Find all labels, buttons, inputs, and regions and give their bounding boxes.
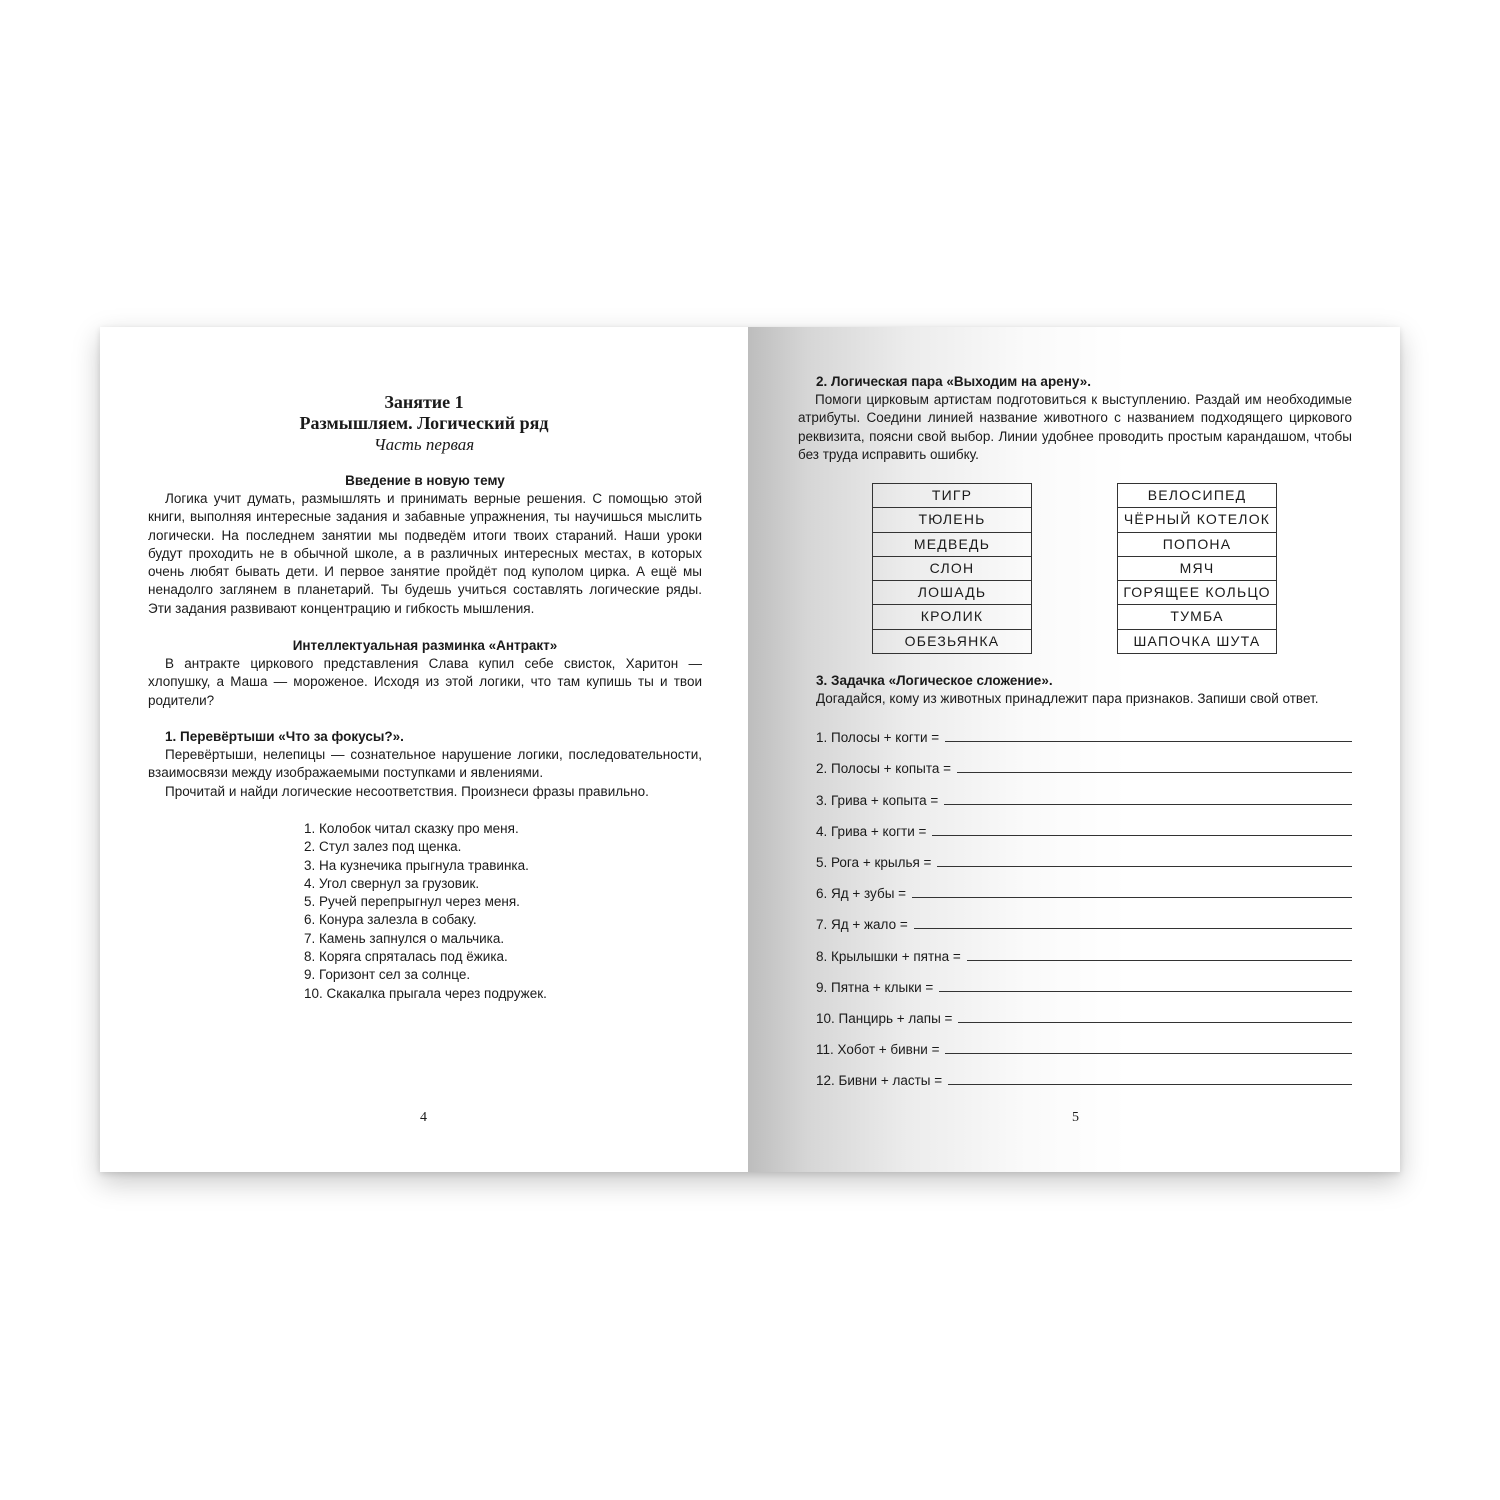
answer-line[interactable] [944,804,1352,805]
task1-text: Перевёртыши, нелепицы — сознательное нарушение логики, последовательности, взаимосвязи между изображаемыми поступками и явлениями. [148,747,702,781]
answer-line[interactable] [967,960,1352,961]
answer-line[interactable] [912,897,1352,898]
answer-line[interactable] [939,991,1352,992]
answer-line[interactable] [914,928,1352,929]
answer-line[interactable] [945,1053,1352,1054]
animals-box [872,483,1032,654]
answer-line[interactable] [932,835,1352,836]
answer-label: 4. Грива + когти = [816,823,927,839]
list-item: 5. Ручей перепрыгнул через меня. [304,894,520,910]
answer-label: 12. Бивни + ласты = [816,1073,943,1089]
animal-rabbit[interactable]: КРОЛИК [872,605,1032,629]
animal-horse[interactable]: ЛОШАДЬ [872,581,1032,605]
answer-line[interactable] [937,866,1352,867]
animal-monkey[interactable]: ОБЕЗЬЯНКА [872,630,1032,654]
prop-bicycle[interactable]: ВЕЛОСИПЕД [1117,484,1277,508]
answer-label: 6. Яд + зубы = [816,886,907,902]
task2-heading: 2. Логическая пара «Выходим на арену». [816,374,1091,389]
list-item: 2. Стул залез под щенка. [304,839,462,855]
answer-label: 2. Полосы + копыта = [816,761,952,777]
page-number-left: 4 [420,1110,427,1125]
props-box [1117,483,1277,654]
task3-answers [816,714,1352,1088]
list-item: 3. На кузнечика прыгнула травинка. [304,857,529,873]
answer-row [816,995,1352,1026]
answer-label: 3. Грива + копыта = [816,792,939,808]
answer-label: 11. Хобот + бивни = [816,1042,940,1058]
prop-fire-ring[interactable]: ГОРЯЩЕЕ КОЛЬЦО [1117,581,1277,605]
answer-row [816,808,1352,839]
task3-text: Догадайся, кому из животных принадлежит пара признаков. Запиши свой ответ. [816,691,1319,706]
animal-elephant[interactable]: СЛОН [872,557,1032,581]
list-item: 6. Конура залезла в собаку. [304,912,477,928]
answer-label: 9. Пятна + клыки = [816,979,934,995]
answer-line[interactable] [948,1084,1352,1085]
prop-bowler-hat[interactable]: ЧЁРНЫЙ КОТЕЛОК [1117,508,1277,532]
list-item: 10. Скакалка прыгала через подружек. [304,985,547,1001]
intro-text: Логика учит думать, размышлять и принимать верные решения. С помощью этой книги, выполняя интересные задания и забавные упражнения, ты научишься мыслить логически. На последнем занятии мы подведём итоги твоих стараний. Наши уроки будут проходить не в обычной школе, а в различных интересных местах, в которых очень любят бывать дети. И первое занятие пройдёт под куполом цирка. А ещё мы ненадолго заглянем в планетарий. Ты будешь учиться составлять логические ряды. Эти задания развивают концентрацию и гибкость мышления. [148,491,702,616]
list-item: 1. Колобок читал сказку про меня. [304,821,519,836]
answer-label: 8. Крылышки + пятна = [816,948,961,964]
answer-label: 7. Яд + жало = [816,917,908,933]
right-page [748,327,1400,1172]
answer-row [816,1057,1352,1088]
answer-label: 1. Полосы + когти = [816,730,940,746]
answer-line[interactable] [957,772,1352,773]
list-item: 4. Угол свернул за грузовик. [304,875,480,891]
prop-horse-blanket[interactable]: ПОПОНА [1117,533,1277,557]
lesson-subtitle: Размышляем. Логический ряд [299,413,549,433]
lesson-part: Часть первая [373,435,475,454]
left-page [100,327,748,1172]
prop-jester-hat[interactable]: ШАПОЧКА ШУТА [1117,630,1277,654]
animal-seal[interactable]: ТЮЛЕНЬ [872,508,1032,532]
answer-row [816,745,1352,776]
answer-label: 5. Рога + крылья = [816,854,932,870]
task2-text: Помоги цирковым артистам подготовиться к выступлению. Раздай им необходимые атрибуты. Соедини линией название животного с названием подходящего циркового реквизита, поясни свой выбор. Линии удобнее проводить простым карандашом, чтобы без труда исправить ошибку. [798,392,1352,462]
answer-row [816,901,1352,932]
answer-row [816,714,1352,745]
lesson-title: Занятие 1 [384,392,464,412]
answer-row [816,1026,1352,1057]
answer-line[interactable] [958,1022,1352,1023]
intro-heading: Введение в новую тему [345,473,505,488]
answer-line[interactable] [945,741,1352,742]
prop-ball[interactable]: МЯЧ [1117,557,1277,581]
animal-tiger[interactable]: ТИГР [872,484,1032,508]
answer-row [816,932,1352,963]
task1-list [304,820,644,1003]
task1-heading: 1. Перевёртыши «Что за фокусы?». [165,729,404,744]
book-spread [100,327,1400,1172]
page-number-right: 5 [1072,1110,1079,1125]
answer-row [816,776,1352,807]
task3-heading: 3. Задачка «Логическое сложение». [816,673,1053,688]
answer-row [816,839,1352,870]
answer-row [816,870,1352,901]
prop-pedestal[interactable]: ТУМБА [1117,605,1277,629]
warmup-heading: Интеллектуальная разминка «Антракт» [292,638,558,653]
list-item: 7. Камень запнулся о мальчика. [304,930,505,946]
list-item: 8. Коряга спряталась под ёжика. [304,949,508,965]
task1-instruction: Прочитай и найди логические несоответствия. Произнеси фразы правильно. [165,784,649,799]
animal-bear[interactable]: МЕДВЕДЬ [872,533,1032,557]
warmup-text: В антракте циркового представления Слава купил себе свисток, Харитон — хлопушку, а Маша — мороженое. Исходя из этой логики, что там купишь ты и твои родители? [148,656,702,708]
answer-label: 10. Панцирь + лапы = [816,1010,953,1026]
list-item: 9. Горизонт сел за солнце. [304,967,471,983]
answer-row [816,964,1352,995]
